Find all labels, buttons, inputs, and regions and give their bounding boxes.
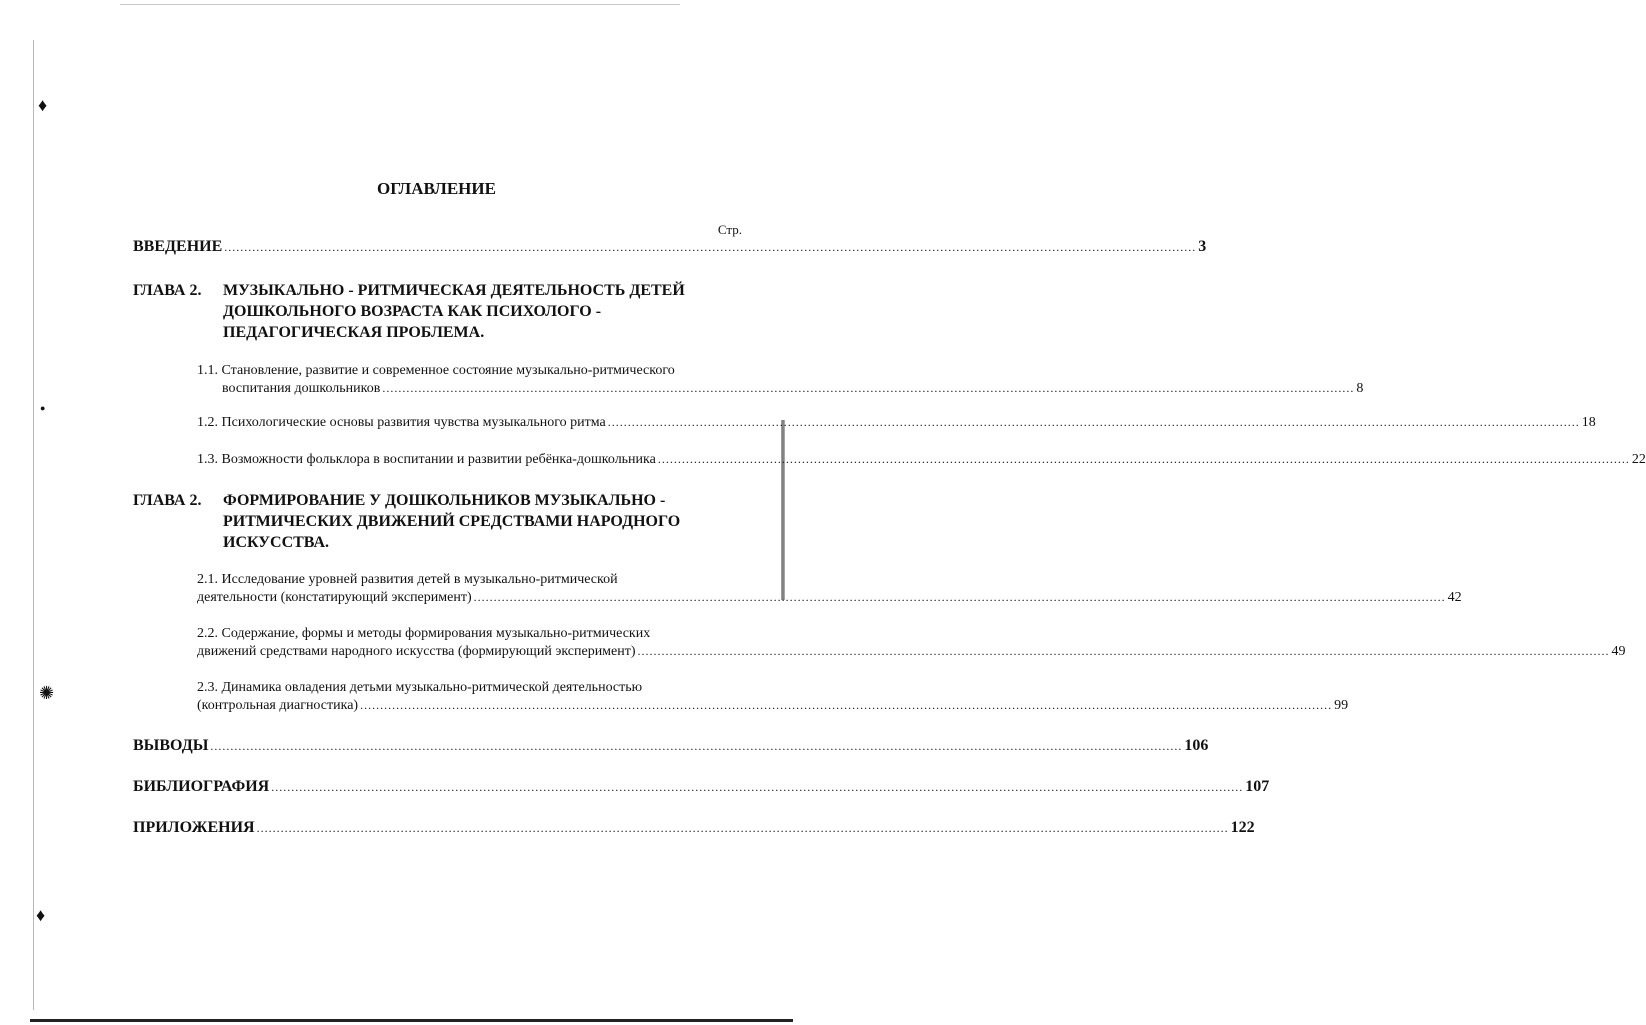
page-title: ОГЛАВЛЕНИЕ (377, 179, 496, 198)
toc-entry-conclusions[interactable] (133, 737, 1209, 755)
toc-entry-label: БИБЛИОГРАФИЯ (133, 778, 270, 795)
toc-entry-page: 99 (1334, 698, 1349, 713)
toc-entry-page: 106 (1184, 737, 1209, 754)
toc-entry-page: 3 (1198, 238, 1207, 255)
toc-entry-1-1[interactable] (222, 381, 1364, 397)
leader-dots: ................................................................................................................................................................................................................................................... (473, 590, 1446, 604)
toc-entry-label: 1.3. Возможности фольклора в воспитании и развитии ребёнка-дошкольника (197, 452, 656, 467)
toc-entry-page: 122 (1230, 819, 1255, 836)
toc-entry-2-2[interactable] (197, 644, 1626, 660)
toc-entry-label: движений средствами народного искусства (формирующий эксперимент) (197, 644, 636, 659)
toc-entry-1-3[interactable] (197, 452, 1646, 468)
chapter-title: МУЗЫКАЛЬНО - РИТМИЧЕСКАЯ ДЕЯТЕЛЬНОСТЬ ДЕТЕЙ ДОШКОЛЬНОГО ВОЗРАСТА КАК ПСИХОЛОГО - ПЕДАГОГИЧЕСКАЯ ПРОБЛЕМА. (223, 282, 685, 341)
section-2-3-line1: 2.3. Динамика овладения детьми музыкально-ритмической деятельностью (197, 680, 643, 695)
toc-entry-label: ВВЕДЕНИЕ (133, 238, 223, 255)
section-2-1-line1: 2.1. Исследование уровней развития детей в музыкально-ритмической (197, 572, 618, 587)
toc-entry-label: 1.2. Психологические основы развития чувства музыкального ритма (197, 415, 606, 430)
scan-edge-bottom (30, 1019, 793, 1022)
toc-entry-page: 18 (1581, 415, 1596, 430)
toc-entry-page: 107 (1245, 778, 1270, 795)
leader-dots: ................................................................................................................................................................................................................................................... (637, 644, 1610, 658)
toc-entry-bibliography[interactable] (133, 778, 1270, 796)
leader-dots: ................................................................................................................................................................................................................................................... (224, 240, 1197, 254)
scan-edge-right (781, 420, 785, 600)
punch-hole-mark-icon: ♦ (38, 95, 48, 115)
leader-dots: ................................................................................................................................................................................................................................................... (382, 381, 1355, 395)
toc-entry-appendices[interactable] (133, 819, 1255, 837)
leader-dots: ................................................................................................................................................................................................................................................... (271, 780, 1244, 794)
page-column-header: Стр. (717, 222, 742, 237)
leader-dots: ................................................................................................................................................................................................................................................... (210, 739, 1183, 753)
leader-dots: ................................................................................................................................................................................................................................................... (657, 452, 1630, 466)
toc-entry-2-3[interactable] (197, 698, 1349, 714)
toc-entry-label: ПРИЛОЖЕНИЯ (133, 819, 255, 836)
toc-entry-1-2[interactable] (197, 415, 1596, 431)
section-1-1-line1: 1.1. Становление, развитие и современное состояние музыкально-ритмического (197, 363, 675, 378)
section-2-2-line1: 2.2. Содержание, формы и методы формирования музыкально-ритмических (197, 626, 651, 641)
chapter-title: ФОРМИРОВАНИЕ У ДОШКОЛЬНИКОВ МУЗЫКАЛЬНО - РИТМИЧЕСКИХ ДВИЖЕНИЙ СРЕДСТВАМИ НАРОДНОГО ИСКУССТВА. (223, 492, 681, 551)
scan-dot-icon: ● (40, 403, 46, 413)
chapter-number: ГЛАВА 2. (133, 282, 202, 299)
leader-dots: ................................................................................................................................................................................................................................................... (360, 698, 1333, 712)
chapter-number: ГЛАВА 2. (133, 492, 202, 509)
toc-entry-label: ВЫВОДЫ (133, 737, 209, 754)
toc-entry-page: 49 (1611, 644, 1626, 659)
punch-hole-mark-icon: ✺ (39, 683, 55, 703)
leader-dots: ................................................................................................................................................................................................................................................... (256, 821, 1229, 835)
toc-entry-page: 22 (1631, 452, 1646, 467)
toc-entry-label: (контрольная диагностика) (197, 698, 359, 713)
toc-entry-2-1[interactable] (197, 590, 1462, 606)
toc-entry-intro[interactable] (133, 238, 1207, 256)
toc-entry-page: 8 (1356, 381, 1364, 396)
toc-entry-label: деятельности (констатирующий эксперимент) (197, 590, 472, 605)
leader-dots: ................................................................................................................................................................................................................................................... (607, 415, 1580, 429)
toc-entry-label: воспитания дошкольников (222, 381, 381, 396)
scan-edge-top (120, 4, 680, 5)
toc-entry-page: 42 (1447, 590, 1462, 605)
punch-hole-mark-icon: ♦ (36, 905, 46, 925)
